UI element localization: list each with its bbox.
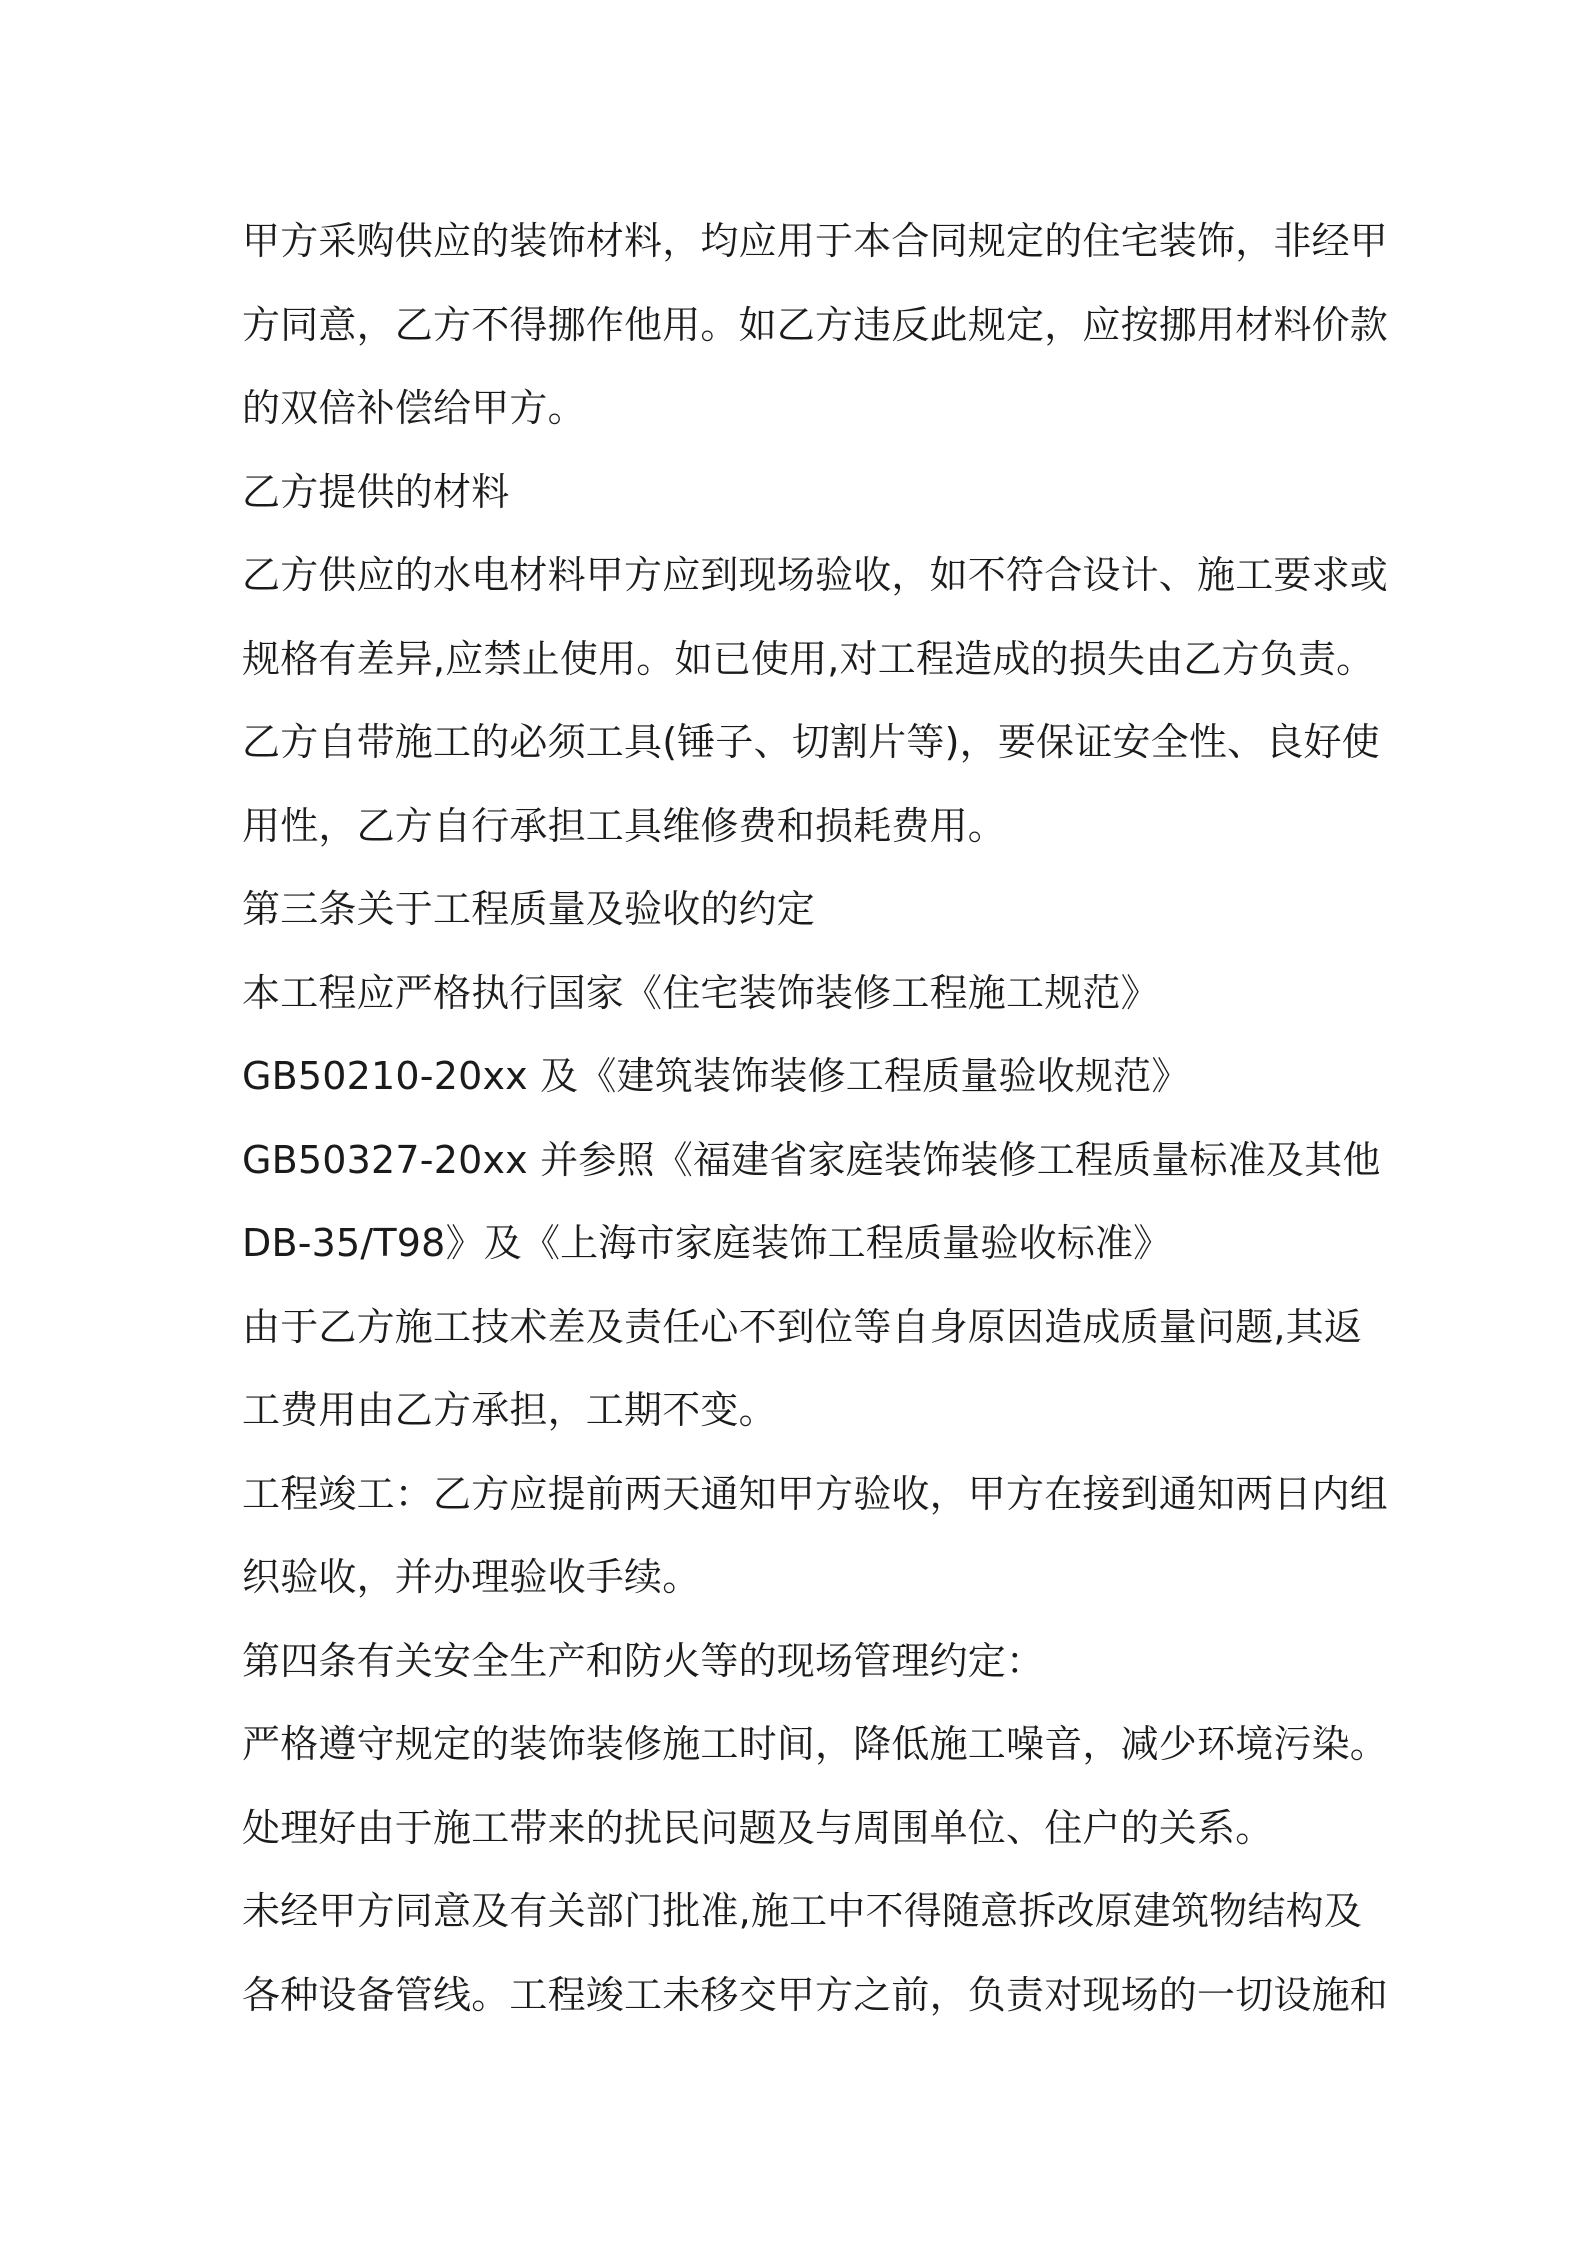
text-line: 乙方供应的水电材料甲方应到现场验收，如不符合设计、施工要求或	[242, 553, 1389, 597]
text-line: 的双倍补偿给甲方。	[242, 386, 586, 430]
text-line: 工费用由乙方承担，工期不变。	[242, 1388, 777, 1432]
document-body	[242, 200, 1389, 2037]
text-line: 本工程应严格执行国家《住宅装饰装修工程施工规范》	[242, 970, 1159, 1015]
section-heading-article-3: 第三条关于工程质量及验收的约定	[242, 887, 816, 931]
text-line: DB-35/T98》及《上海市家庭装饰工程质量验收标准》	[242, 1221, 1172, 1265]
text-line: 规格有差异,应禁止使用。如已使用,对工程造成的损失由乙方负责。	[242, 636, 1375, 681]
text-line: GB50327-20xx 并参照《福建省家庭装饰装修工程质量标准及其他	[242, 1137, 1381, 1182]
text-line: 由于乙方施工技术差及责任心不到位等自身原因造成质量问题,其返	[242, 1304, 1363, 1349]
text-line: 用性，乙方自行承担工具维修费和损耗费用。	[242, 803, 1007, 848]
text-line: 织验收，并办理验收手续。	[242, 1555, 701, 1599]
text-line: 未经甲方同意及有关部门批准,施工中不得随意拆改原建筑物结构及	[242, 1889, 1363, 1933]
text-line: 方同意，乙方不得挪作他用。如乙方违反此规定，应按挪用材料价款	[242, 302, 1389, 347]
text-line: 各种设备管线。工程竣工未移交甲方之前，负责对现场的一切设施和	[242, 1972, 1389, 2017]
section-heading-materials: 乙方提供的材料	[242, 469, 510, 514]
text-line: 工程竣工：乙方应提前两天通知甲方验收，甲方在接到通知两日内组	[242, 1471, 1389, 1516]
section-heading-article-4: 第四条有关安全生产和防火等的现场管理约定：	[242, 1638, 1045, 1683]
text-line: GB50210-20xx 及《建筑装饰装修工程质量验收规范》	[242, 1054, 1190, 1098]
text-line: 甲方采购供应的装饰材料，均应用于本合同规定的住宅装饰，非经甲	[242, 219, 1389, 263]
text-line: 严格遵守规定的装饰装修施工时间，降低施工噪音，减少环境污染。	[242, 1722, 1389, 1766]
text-line: 乙方自带施工的必须工具(锤子、切割片等)，要保证安全性、良好使	[242, 720, 1380, 764]
text-line: 处理好由于施工带来的扰民问题及与周围单位、住户的关系。	[242, 1805, 1274, 1850]
